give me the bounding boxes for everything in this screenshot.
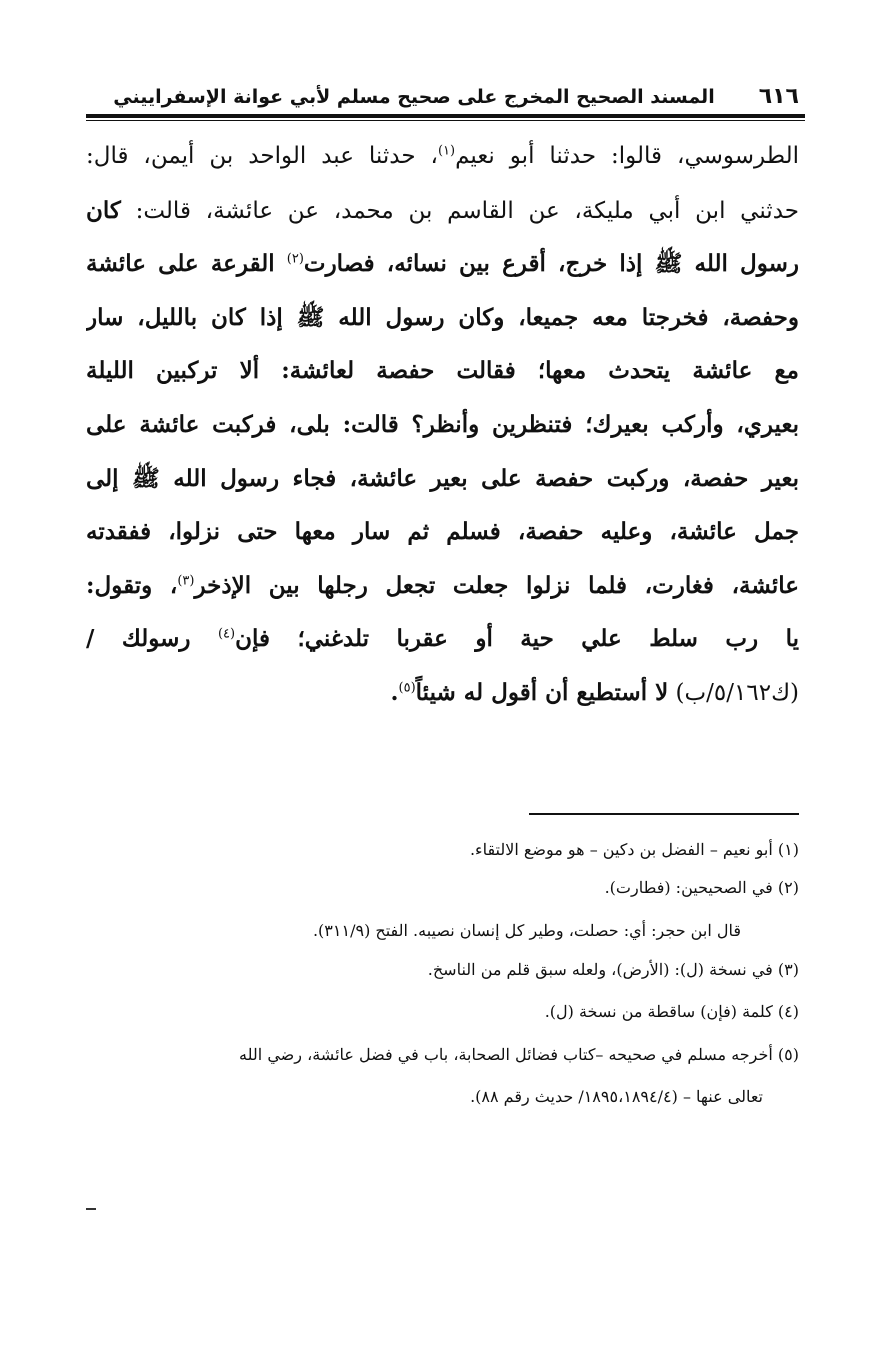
page-header — [88, 76, 799, 112]
footnote: قال ابن حجر: أي: حصلت، وطير كل إنسان نصيبه. الفتح (٣١١/٩). — [312, 921, 741, 940]
footnote: (١) أبو نعيم – الفضل بن دكين – هو موضع الالتقاء. — [469, 840, 799, 859]
footnote-ref: (٣) — [177, 573, 195, 589]
footnote-ref: (٥) — [398, 680, 416, 696]
header-rule-thick — [86, 114, 805, 118]
text-segment: وحفصة، فخرجتا معه جميعا، وكان رسول الله ﷺ إذا كان بالليل، سار — [86, 303, 799, 331]
text-segment: يا رب سلط علي حية أو عقربا تلدغني؛ فإن — [235, 625, 799, 653]
text-segment: رسولك / — [86, 625, 218, 653]
text-line — [86, 184, 799, 238]
footnote-ref: (٤) — [217, 626, 236, 642]
text-segment: القرعة على عائشة — [86, 250, 287, 278]
text-segment: لا أستطيع أن أقول له شيئاً — [415, 678, 669, 706]
page-number: ٦١٦ — [758, 84, 799, 109]
footnote: (٤) كلمة (فإن) ساقطة من نسخة (ل). — [544, 1002, 799, 1021]
main-text — [86, 130, 799, 720]
text-line — [86, 291, 799, 345]
text-segment: حدثني ابن أبي مليكة، عن القاسم بن محمد، عن عائشة، قالت: — [120, 197, 799, 224]
text-segment: عائشة، فغارت، فلما نزلوا جعلت تجعل رجلها بين الإذخر — [194, 571, 799, 599]
text-line — [86, 130, 799, 184]
text-segment: كان — [86, 196, 121, 224]
text-segment: مع عائشة يتحدث معها؛ فقالت حفصة لعائشة: ألا تركبين الليلة — [86, 357, 799, 385]
text-line — [86, 452, 799, 506]
text-line — [86, 344, 799, 398]
text-segment: رسول الله ﷺ إذا خرج، أقرع بين نسائه، فصارت — [303, 250, 799, 278]
text-segment: الطرسوسي، قالوا: حدثنا أبو نعيم — [455, 143, 799, 169]
footnote: (٥) أخرجه مسلم في صحيحه –كتاب فضائل الصحابة، باب في فضل عائشة، رضي الله — [239, 1045, 799, 1064]
text-line — [86, 612, 799, 666]
text-segment: بعير حفصة، وركبت حفصة على بعير عائشة، فجاء رسول الله ﷺ إلى — [86, 464, 799, 492]
text-segment: ، وتقول: — [86, 571, 178, 599]
footnote: (٢) في الصحيحين: (فطارت). — [604, 878, 799, 897]
text-line — [86, 398, 799, 452]
text-line — [86, 237, 799, 291]
margin-mark — [86, 1208, 96, 1210]
text-segment: . — [390, 678, 399, 706]
text-line — [86, 666, 799, 720]
text-segment: بعيري، وأركب بعيرك؛ فتنظرين وأنظر؟ قالت: بلى، فركبت عائشة على — [86, 410, 799, 438]
text-line — [86, 559, 799, 613]
footnote-ref: (١) — [437, 143, 456, 159]
footnote-ref: (٢) — [286, 251, 304, 267]
text-segment: ، حدثنا عبد الواحد بن أيمن، قال: — [86, 143, 438, 169]
footnote: تعالى عنها – (١٨٩٥،١٨٩٤/٤/ حديث رقم ٨٨). — [470, 1087, 763, 1106]
header-rule-thin — [86, 120, 805, 121]
running-title: المسند الصحيح المخرج على صحيح مسلم لأبي عوانة الإسفراييني — [113, 86, 715, 108]
footnote: (٣) في نسخة (ل): (الأرض)، ولعله سبق قلم من الناسخ. — [427, 960, 799, 979]
text-segment: جمل عائشة، وعليه حفصة، فسلم ثم سار معها حتى نزلوا، ففقدته — [86, 518, 799, 546]
footnote-separator — [529, 813, 799, 815]
text-line — [86, 505, 799, 559]
text-segment: (ك٥/١٦٢/ب) — [668, 679, 799, 706]
